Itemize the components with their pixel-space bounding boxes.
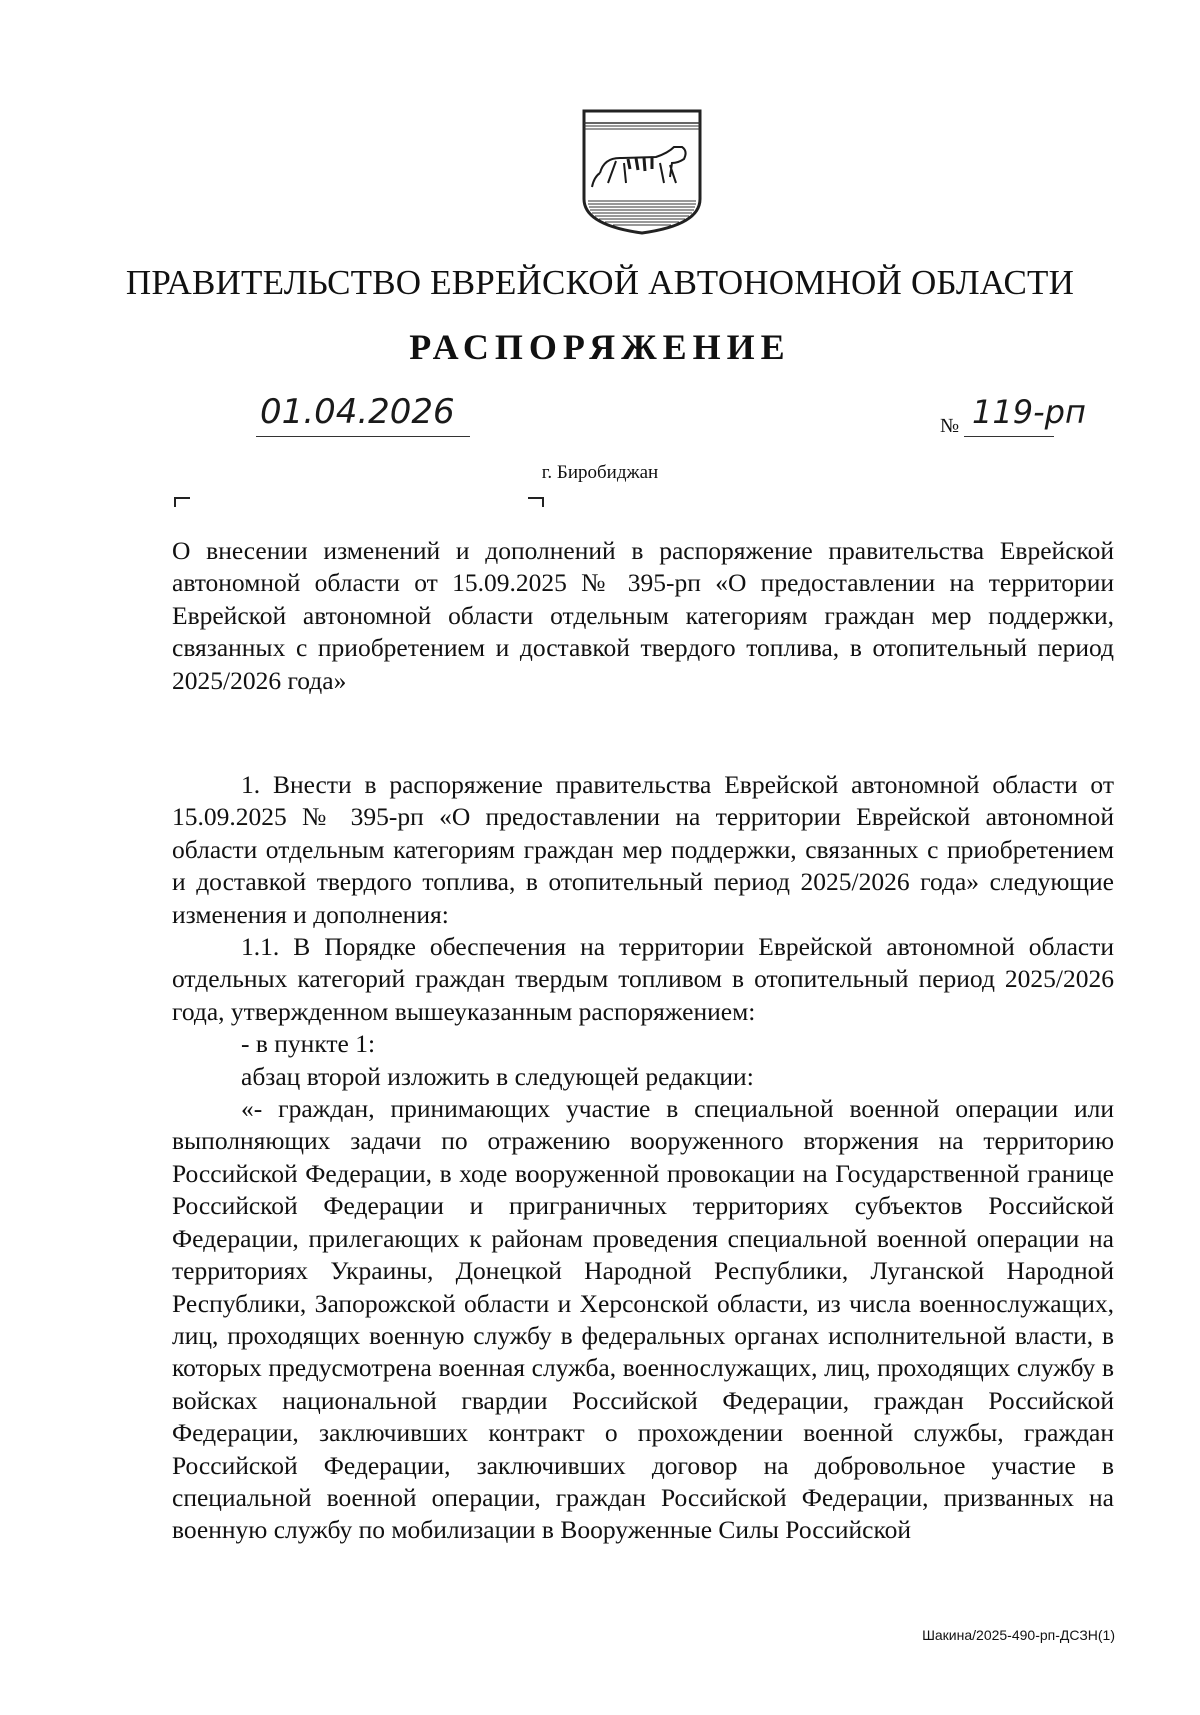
subject-text: О внесении изменений и дополнений в распоряжение правительства Еврейской автономной области от 15.09.2025 № 395-рп «О предоставлении на территории Еврейской автономной области отдельным категориям граждан мер поддержки, связанных с приобретением и доставкой твердого топлива, в отопительный период 2025/2026 года»: [172, 536, 1114, 695]
body-paragraph-5: «- граждан, принимающих участие в специальной военной операции или выполняющих задачи по отражению вооруженного вторжения на территорию Российской Федерации, в ходе вооруженной провокации на Государственной границе Российской Федерации и приграничных территориях субъектов Российской Федерации, прилегающих к районам проведения специальной военной операции на территориях Украины, Донецкой Народной Республики, Луганской Народной Республики, Запорожской области и Херсонской области, из числа военнослужащих, лиц, проходящих военную службу в федеральных органах исполнительной власти, в которых предусмотрена военная служба, военнослужащих, лиц, проходящих службу в войсках национальной гвардии Российской Федерации, граждан Российской Федерации, заключивших контракт о прохождении военной службы, граждан Российской Федерации, заключивших договор на добровольное участие в специальной военной операции, граждан Российской Федерации, призванных на военную службу по мобилизации в Вооруженные Силы Российской: [172, 1094, 1114, 1545]
organization-title: ПРАВИТЕЛЬСТВО ЕВРЕЙСКОЙ АВТОНОМНОЙ ОБЛАСТИ: [125, 263, 1075, 302]
document-number: 119-рп: [972, 393, 1086, 431]
document-type-title: РАСПОРЯЖЕНИЕ: [409, 327, 791, 367]
body-paragraph-1: 1. Внести в распоряжение правительства Еврейской автономной области от 15.09.2025 № 395-рп «О предоставлении на территории Еврейской автономной области отдельным категориям граждан мер поддержки, связанных с приобретением и доставкой твердого топлива, в отопительный период 2025/2026 года» следующие изменения и дополнения:: [172, 770, 1114, 929]
city-label: г. Биробиджан: [541, 462, 659, 483]
date-underline: [256, 436, 470, 437]
coat-of-arms-emblem: [578, 103, 706, 237]
body-paragraph-4: абзац второй изложить в следующей редакции:: [241, 1061, 754, 1091]
footer-reference: Шакина/2025-490-рп-ДСЗН(1): [922, 1627, 1115, 1643]
body-paragraph-2: 1.1. В Порядке обеспечения на территории Еврейской автономной области отдельных категорий граждан твердым топливом в отопительный период 2025/2026 года, утвержденном вышеуказанным распоряжением:: [172, 932, 1114, 1026]
number-label: №: [940, 415, 960, 437]
number-underline: [964, 436, 1054, 437]
body-paragraph-3: - в пункте 1:: [241, 1029, 376, 1059]
subject-block: [172, 535, 1114, 697]
subject-corner-right: [528, 497, 544, 507]
document-date: 01.04.2026: [260, 392, 455, 432]
document-body: [172, 769, 1114, 1547]
subject-corner-left: [174, 497, 190, 507]
